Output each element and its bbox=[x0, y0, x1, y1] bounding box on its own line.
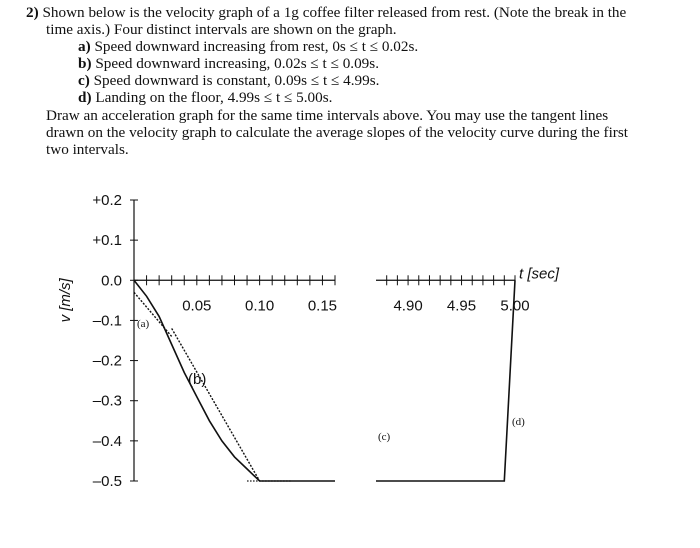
interval-label-d: (d) bbox=[512, 416, 525, 428]
interval-label-c: (c) bbox=[378, 431, 391, 443]
part-c-text: Speed downward is constant, 0.09s ≤ t ≤ 4.99s. bbox=[93, 72, 380, 89]
x-tick-label: 0.10 bbox=[245, 297, 275, 315]
x-axis-label: t [sec] bbox=[519, 265, 560, 283]
part-a-label: a) bbox=[78, 38, 91, 55]
x-tick-label: 4.90 bbox=[393, 297, 423, 315]
part-b-text: Speed downward increasing, 0.02s ≤ t ≤ 0.09s. bbox=[95, 55, 379, 72]
instruction-line-3: two intervals. bbox=[46, 141, 129, 158]
x-axis bbox=[134, 265, 560, 314]
y-tick-label: –0.2 bbox=[92, 352, 122, 370]
part-b-label: b) bbox=[78, 55, 92, 72]
y-axis bbox=[57, 192, 138, 490]
y-axis-label: v [m/s] bbox=[57, 278, 74, 323]
x-tick-label: 5.00 bbox=[500, 297, 530, 315]
y-tick-label: –0.3 bbox=[92, 392, 122, 410]
part-a-text: Speed downward increasing from rest, 0s ≤ t ≤ 0.02s. bbox=[94, 38, 419, 55]
y-tick-label: –0.5 bbox=[92, 473, 122, 490]
y-tick-label: 0.0 bbox=[101, 272, 122, 290]
part-d-label: d) bbox=[78, 89, 92, 106]
interval-labels bbox=[137, 318, 525, 443]
y-tick-label: –0.4 bbox=[92, 432, 122, 450]
interval-label-a: (a) bbox=[137, 318, 150, 330]
intro-text-1: Shown below is the velocity graph of a 1g coffee filter released from rest. (Note the break in the bbox=[42, 4, 627, 21]
intro-line-2: time axis.) Four distinct intervals are shown on the graph. bbox=[46, 21, 397, 38]
y-tick-label: +0.1 bbox=[92, 232, 122, 250]
tangent-line-b bbox=[172, 328, 260, 481]
interval-label-b: (b) bbox=[188, 371, 207, 388]
part-c-label: c) bbox=[78, 72, 90, 89]
part-d-text: Landing on the floor, 4.99s ≤ t ≤ 5.00s. bbox=[95, 89, 333, 106]
x-tick-label: 0.05 bbox=[182, 297, 212, 315]
x-tick-label: 0.15 bbox=[307, 297, 338, 315]
problem-number: 2) bbox=[26, 4, 39, 21]
instruction-line-1: Draw an acceleration graph for the same time intervals above. You may use the tangent lines bbox=[46, 107, 609, 124]
y-tick-label: –0.1 bbox=[92, 312, 122, 330]
y-tick-label: +0.2 bbox=[92, 192, 122, 209]
instruction-line-2: drawn on the velocity graph to calculate the average slopes of the velocity curve during the first bbox=[46, 124, 628, 141]
velocity-curve-left bbox=[134, 280, 338, 481]
x-tick-label: 4.95 bbox=[446, 297, 477, 315]
